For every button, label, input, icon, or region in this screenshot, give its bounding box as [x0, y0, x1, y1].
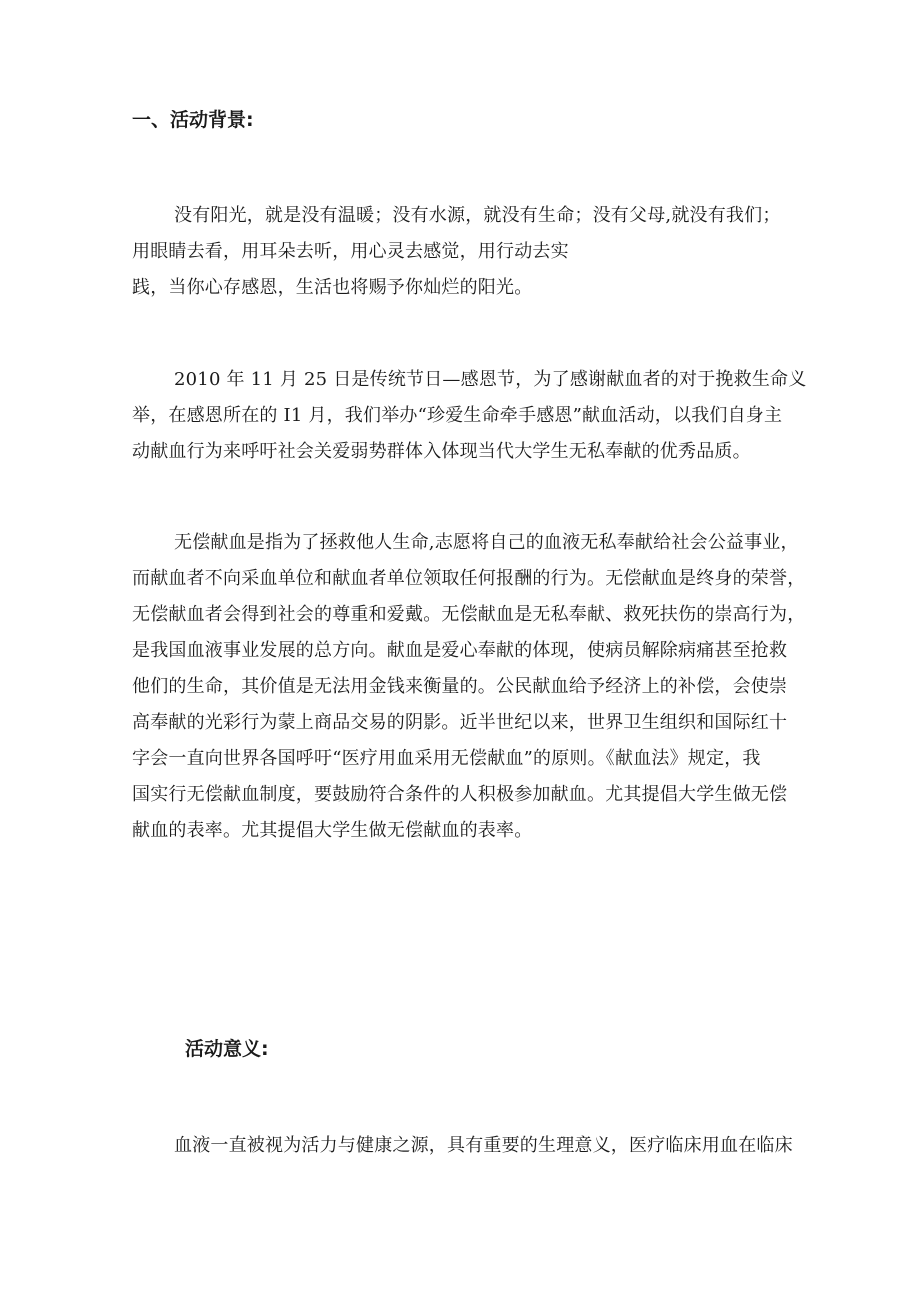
- text-line: 血液一直被视为活力与健康之源，具有重要的生理意义，医疗临床用血在临床: [174, 1135, 793, 1156]
- text-line: 动献血行为来呼吁社会关爱弱势群体入体现当代大学生无私奉献的优秀品质。: [132, 441, 751, 462]
- paragraph-intro: [132, 198, 802, 306]
- text-line: 是我国血液事业发展的总方向。献血是爱心奉献的体现，使病员解除病痛甚至抢救: [132, 640, 788, 661]
- paragraph-unpaid-donation: [132, 525, 806, 849]
- text-line: 用眼睛去看，用耳朵去听，用心灵去感觉，用行动去实: [132, 241, 569, 262]
- text-line: 他们的生命，其价值是无法用金钱来衡量的。公民献血给予经济上的补偿，会使崇: [132, 676, 788, 697]
- text-line: 国实行无偿献血制度，要鼓励符合条件的人积极参加献血。尤其提倡大学生做无偿: [132, 784, 788, 805]
- text-line: 无偿献血者会得到社会的尊重和爱戴。无偿献血是无私奉献、救死扶伤的崇高行为，: [132, 604, 806, 625]
- text-line: 没有阳光，就是没有温暖；没有水源，就没有生命；没有父母,就没有我们；: [174, 205, 781, 226]
- text-line: 字会一直向世界各国呼吁“医疗用血采用无偿献血”的原则。《献血法》规定，我: [132, 748, 761, 769]
- section-heading-background: 一、活动背景:: [132, 109, 254, 131]
- text-line: 举，在感恩所在的 I1 月，我们举办“珍爱生命牵手感恩”献血活动，以我们自身主: [132, 405, 783, 426]
- text-line: 践，当你心存感恩，生活也将赐予你灿烂的阳光。: [132, 277, 533, 298]
- text-line: 高奉献的光彩行为蒙上商品交易的阴影。近半世纪以来，世界卫生组织和国际红十: [132, 712, 788, 733]
- text-line: 献血的表率。尤其提倡大学生做无偿献血的表率。: [132, 820, 533, 841]
- section-heading-significance: 活动意义:: [185, 1038, 269, 1060]
- text-line: 而献血者不向采血单位和献血者单位领取任何报酬的行为。无偿献血是终身的荣誉，: [132, 568, 806, 589]
- text-line: 无偿献血是指为了拯救他人生命,志愿将自己的血液无私奉献给社会公益事业，: [174, 532, 799, 553]
- paragraph-blood-significance: [132, 1128, 802, 1164]
- paragraph-thanksgiving: [132, 362, 807, 470]
- text-line: 2010 年 11 月 25 日是传统节日—感恩节，为了感谢献血者的对于挽救生命义: [174, 369, 807, 390]
